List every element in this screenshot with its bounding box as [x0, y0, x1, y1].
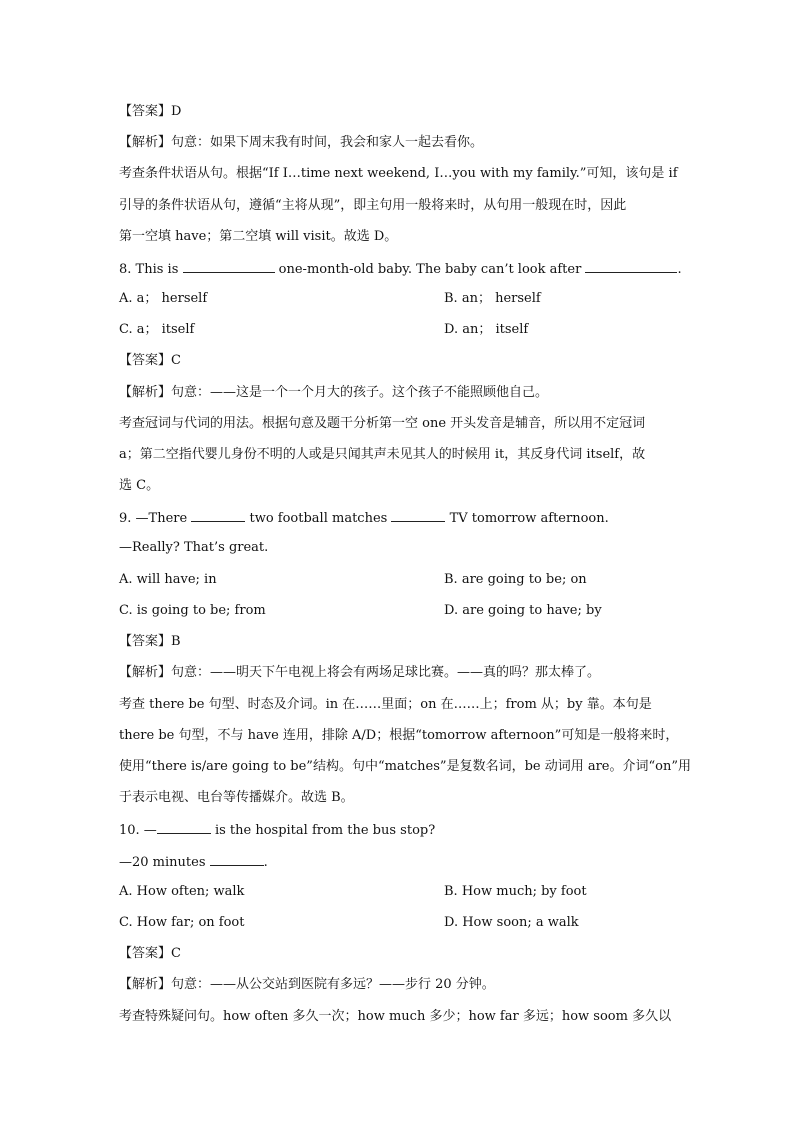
blank-line: [585, 260, 677, 273]
explanation-q9-line4: 使用“there is/are going to be”结构。句中“matches”是复数名词，be 动词用 are。介词“on”用: [119, 759, 691, 774]
blank-line: [183, 260, 275, 273]
question-9-part3: TV tomorrow afternoon.: [449, 511, 609, 526]
option-10c: C. How far; on foot: [119, 915, 245, 930]
blank-line: [191, 509, 245, 522]
explanation-q9: 【解析】句意：——明天下午电视上将会有两场足球比赛。——真的吗？那太棒了。: [119, 665, 601, 680]
option-8d: D. an； itself: [444, 322, 529, 337]
option-9b: B. are going to be; on: [444, 572, 587, 587]
answer-label-q7: 【答案】D: [119, 104, 182, 119]
question-10-reply: [119, 853, 268, 871]
explanation-q9-line3: there be 句型，不与 have 连用，排除 A/D；根据“tomorrow afternoon”可知是一般将来时，: [119, 728, 679, 743]
explanation-q9-line5: 于表示电视、电台等传播媒介。故选 B。: [119, 790, 354, 805]
explanation-q7-line3: 引导的条件状语从句，遵循“主将从现”，即主句用一般将来时，从句用一般现在时，因此: [119, 198, 627, 213]
option-10b: B. How much; by foot: [444, 884, 587, 899]
blank-line: [210, 853, 264, 866]
question-8-part2: one-month-old baby. The baby can’t look after: [278, 262, 582, 277]
option-8b: B. an； herself: [444, 291, 541, 306]
option-8c: C. a； itself: [119, 322, 195, 337]
explanation-q8-line3: a；第二空指代婴儿身份不明的人或是只闻其声未见其人的时候用 it，其反身代词 itself，故: [119, 447, 646, 462]
question-10-reply-part2: .: [263, 855, 268, 870]
question-10-reply-part1: —20 minutes: [119, 855, 206, 870]
question-8: [119, 260, 682, 278]
explanation-q7: 【解析】句意：如果下周末我有时间，我会和家人一起去看你。: [119, 135, 484, 150]
option-9d: D. are going to have; by: [444, 603, 602, 618]
blank-line: [157, 821, 211, 834]
explanation-q7-line2: 考查条件状语从句。根据“If I…time next weekend, I…you with my family.”可知，该句是 if: [119, 166, 678, 181]
blank-line: [391, 509, 445, 522]
answer-label-q8: 【答案】C: [119, 353, 181, 368]
question-9-part2: two football matches: [249, 511, 388, 526]
question-10-part1: 10. —: [119, 823, 157, 838]
explanation-q9-line2: 考查 there be 句型、时态及介词。in 在……里面；on 在……上；from 从；by 靠。本句是: [119, 697, 652, 712]
option-10a: A. How often; walk: [119, 884, 245, 899]
explanation-q8-line4: 选 C。: [119, 478, 160, 493]
question-9-part1: 9. —There: [119, 511, 188, 526]
option-8a: A. a； herself: [119, 291, 208, 306]
explanation-q7-line4: 第一空填 have；第二空填 will visit。故选 D。: [119, 229, 398, 244]
explanation-q8-line2: 考查冠词与代词的用法。根据句意及题干分析第一空 one 开头发音是辅音，所以用不定冠词: [119, 416, 646, 431]
question-8-part1: 8. This is: [119, 262, 179, 277]
option-9c: C. is going to be; from: [119, 603, 266, 618]
explanation-q10: 【解析】句意：——从公交站到医院有多远？——步行 20 分钟。: [119, 977, 495, 992]
answer-label-q9: 【答案】B: [119, 634, 181, 649]
question-10: [119, 821, 435, 839]
option-9a: A. will have; in: [119, 572, 217, 587]
explanation-q10-line2: 考查特殊疑问句。how often 多久一次；how much 多少；how far 多远；how soom 多久以: [119, 1009, 672, 1024]
question-9-reply: —Really? That’s great.: [119, 540, 269, 555]
explanation-q8: 【解析】句意：——这是一个一个月大的孩子。这个孩子不能照顾他自己。: [119, 385, 549, 400]
option-10d: D. How soon; a walk: [444, 915, 579, 930]
question-10-part2: is the hospital from the bus stop?: [214, 823, 436, 838]
answer-label-q10: 【答案】C: [119, 946, 181, 961]
question-9: [119, 509, 609, 527]
question-8-part3: .: [677, 262, 682, 277]
